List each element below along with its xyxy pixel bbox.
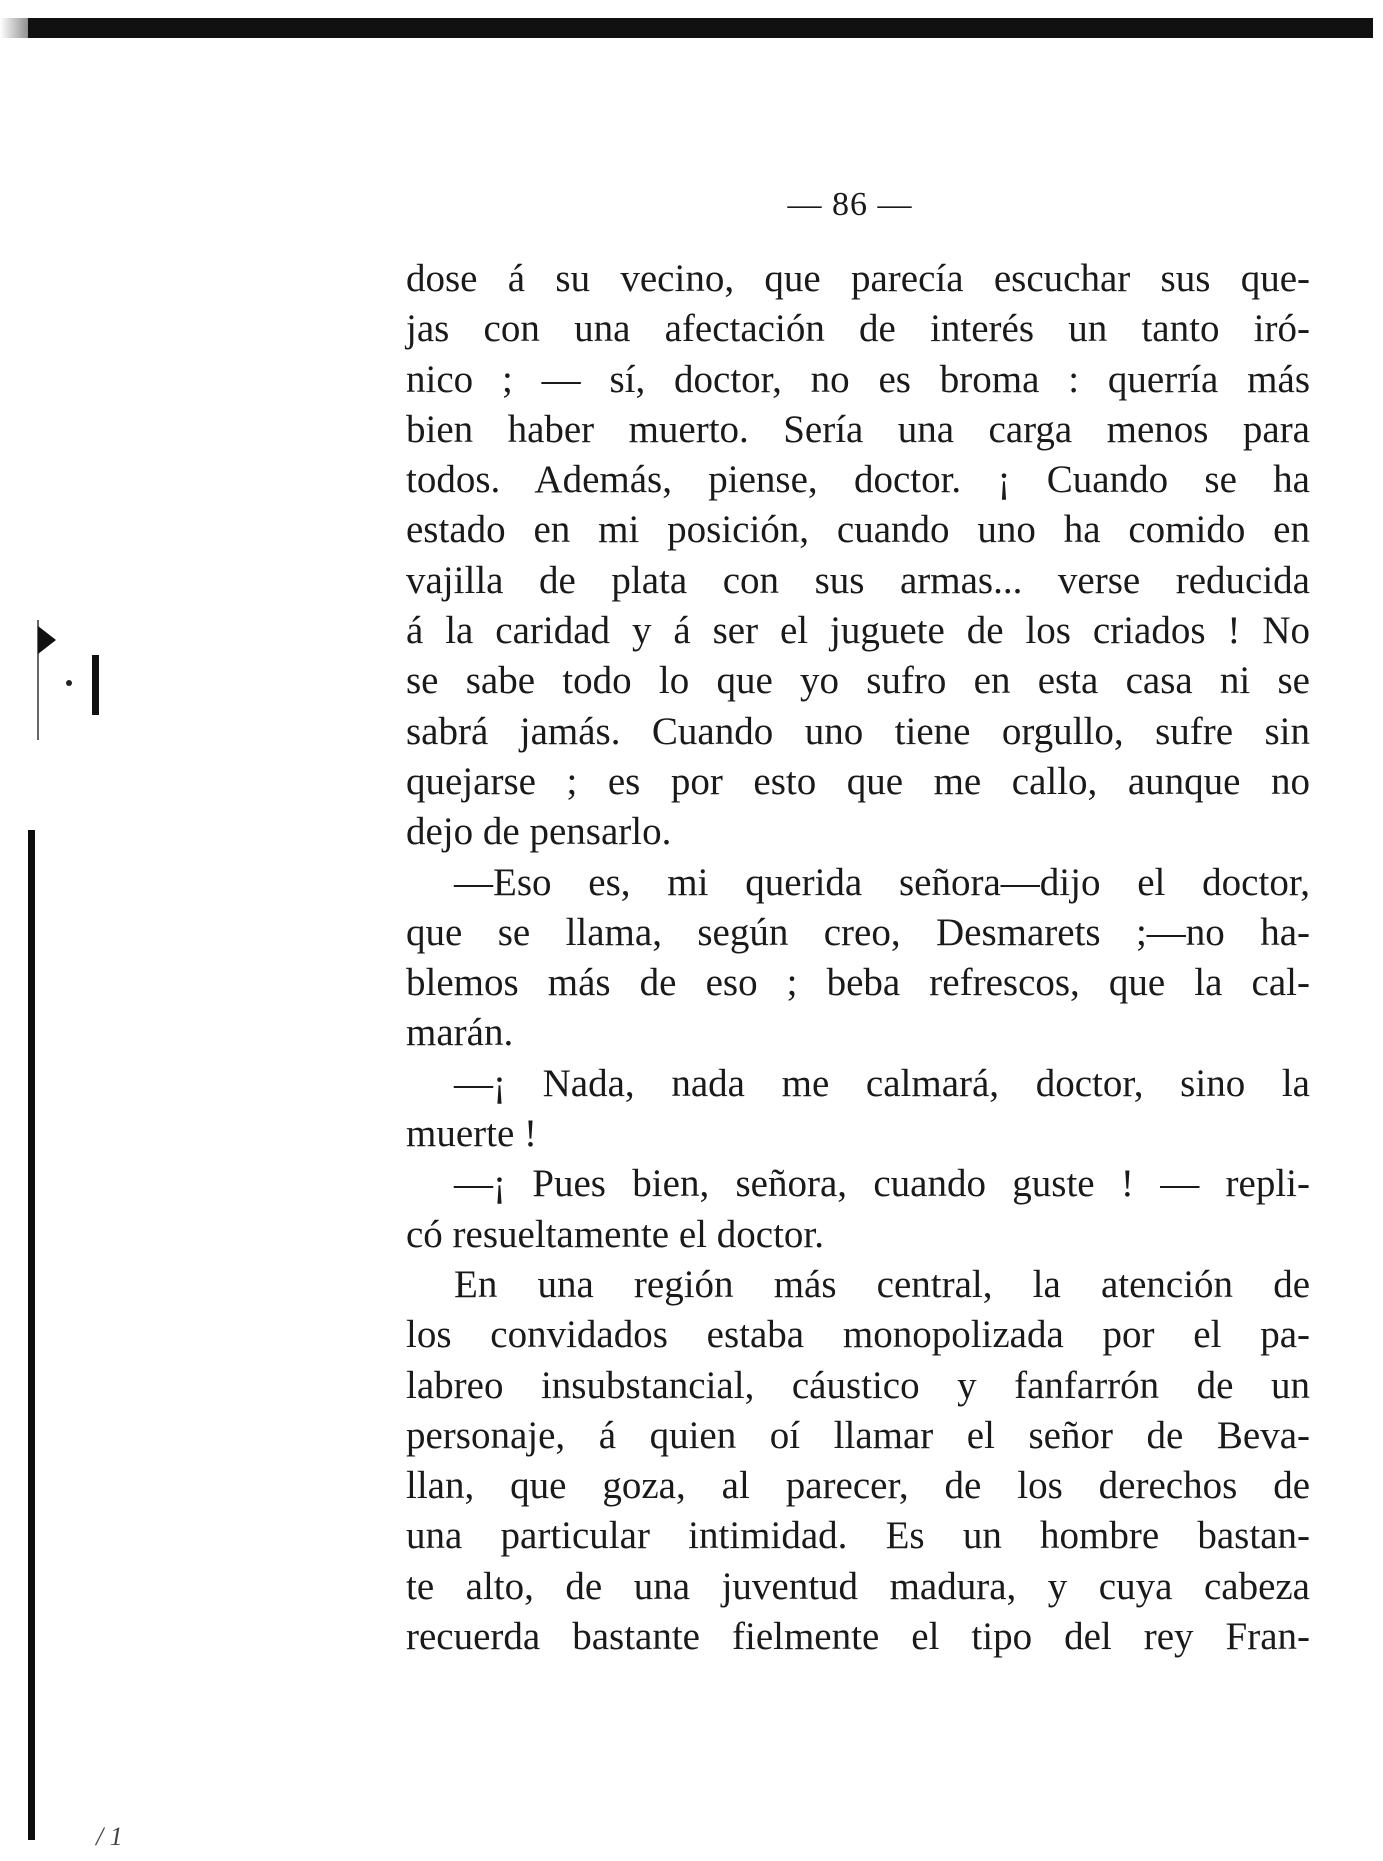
page-number: — 86 — (787, 186, 913, 223)
text-line: —Eso es, mi querida señora—dijo el doctor, (454, 860, 1310, 904)
text-line: llan, que goza, al parecer, de los derechos de (406, 1464, 1310, 1508)
text-line: personaje, á quien oí llamar el señor de Beva- (406, 1413, 1310, 1457)
binding-bar-mark (92, 655, 99, 715)
text-line: quejarse ; es por esto que me callo, aunque no (406, 759, 1310, 803)
text-line: vajilla de plata con sus armas... verse reducida (406, 558, 1310, 602)
text-line: nico ; — sí, doctor, no es broma : querría más (406, 357, 1310, 401)
binding-dot-mark (66, 680, 72, 686)
text-line: sabrá jamás. Cuando uno tiene orgullo, sufre sin (406, 709, 1310, 753)
binding-edge-lower (28, 830, 35, 1840)
binding-arrow-mark (38, 626, 56, 654)
text-line: todos. Además, piense, doctor. ¡ Cuando se ha (406, 458, 1310, 502)
text-line: los convidados estaba monopolizada por el pa- (406, 1313, 1310, 1357)
text-line: estado en mi posición, cuando uno ha comido en (406, 508, 1310, 552)
text-line: blemos más de eso ; beba refrescos, que la cal- (406, 961, 1310, 1005)
text-line: que se llama, según creo, Desmarets ;—no ha- (406, 910, 1310, 954)
text-line: bien haber muerto. Sería una carga menos para (406, 407, 1310, 451)
text-line: á la caridad y á ser el juguete de los criados ! No (406, 609, 1310, 653)
text-line: se sabe todo lo que yo sufro en esta casa ni se (406, 659, 1310, 703)
text-line: marán. (406, 1011, 514, 1055)
text-line: te alto, de una juventud madura, y cuya cabeza (406, 1564, 1310, 1608)
text-line: una particular intimidad. Es un hombre bastan- (406, 1514, 1310, 1558)
text-line: En una región más central, la atención de (454, 1262, 1310, 1306)
text-line: có resueltamente el doctor. (406, 1212, 824, 1256)
text-line: —¡ Pues bien, señora, cuando guste ! — repli- (454, 1162, 1310, 1206)
body-text (406, 254, 1310, 1662)
text-line: —¡ Nada, nada me calmará, doctor, sino la (454, 1061, 1310, 1105)
text-line: muerte ! (406, 1112, 538, 1156)
text-line: dejo de pensarlo. (406, 810, 672, 854)
text-line: labreo insubstancial, cáustico y fanfarrón de un (406, 1363, 1310, 1407)
margin-mark: / 1 (96, 1822, 123, 1851)
text-line: dose á su vecino, que parecía escuchar sus que- (406, 257, 1310, 300)
text-line: recuerda bastante fielmente el tipo del rey Fran- (406, 1615, 1310, 1659)
top-border-rule (28, 18, 1373, 38)
text-line: jas con una afectación de interés un tanto iró- (406, 307, 1310, 351)
